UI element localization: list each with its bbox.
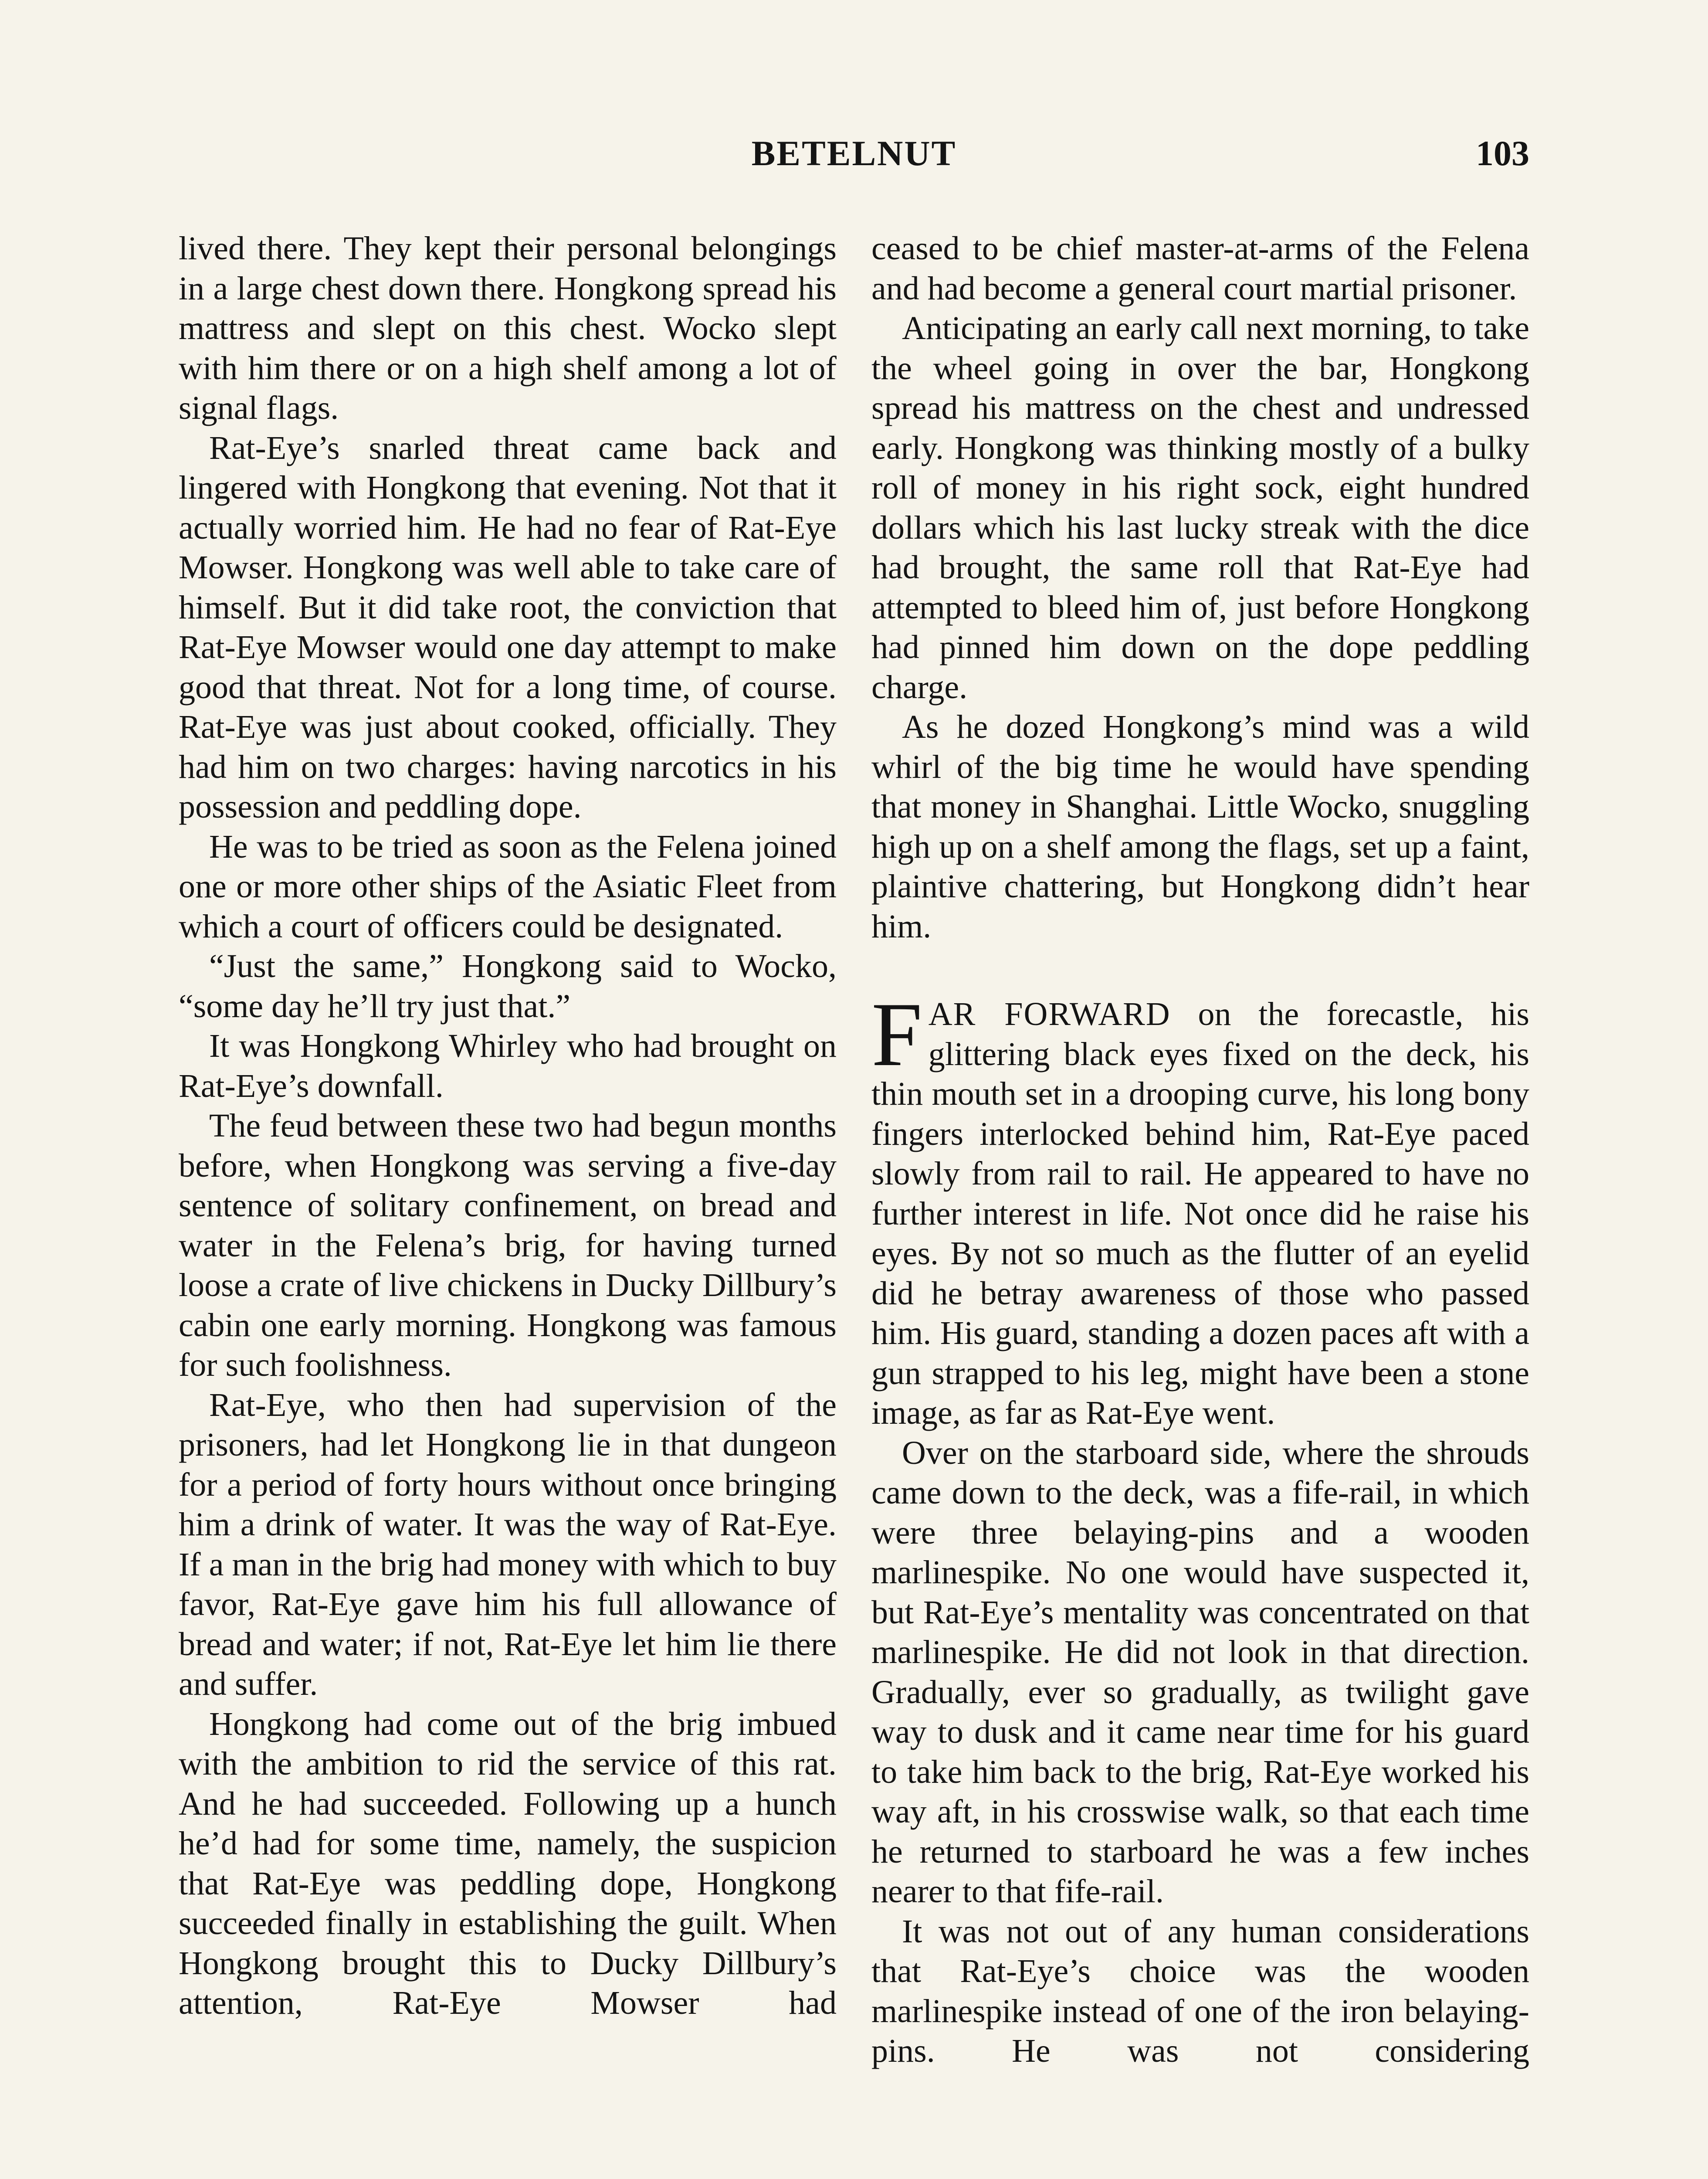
- lead-in: AR FORWARD: [928, 996, 1171, 1032]
- text-columns: [179, 229, 1529, 2071]
- left-column: [179, 229, 837, 2071]
- drop-cap: F: [871, 984, 922, 1085]
- paragraph: It was Hongkong Whirley who had brought on Rat-Eye’s downfall.: [179, 1028, 837, 1104]
- page-number: 103: [1476, 133, 1529, 173]
- page-header: [179, 133, 1529, 190]
- opening-text: on the forecastle, his glittering black eyes fixed on the deck, his thin mouth set in a drooping curve, his long bony fingers interlocked behind him, Rat-Eye paced slowly from rail to rail. He appeared to have no further interest in life. Not once did he raise his eyes. By not so much as the flutter of an eyelid did he betray awareness of those who passed him. His guard, standing a dozen paces aft with a gun strapped to his leg, might have been a stone image, as far as Rat-Eye went.: [871, 996, 1529, 1431]
- paragraph: It was not out of any human considerations that Rat-Eye’s choice was the wooden marlinespike instead of one of the iron belaying-pins. He was not considering: [871, 1913, 1529, 2069]
- paragraph: As he dozed Hongkong’s mind was a wild whirl of the big time he would have spending that money in Shanghai. Little Wocko, snuggling high up on a shelf among the flags, set up a faint, plaintive chattering, but Hongkong didn’t hear him.: [871, 709, 1529, 945]
- paragraph: Hongkong had come out of the brig imbued with the ambition to rid the service of this rat. And he had succeeded. Following up a hunch he’d had for some time, namely, the suspicion that Rat-Eye was peddling dope, Hongkong succeeded finally in establishing the guilt. When Hongkong brought this to Ducky Dillbury’s attention, Rat-Eye Mowser had: [179, 1705, 837, 2021]
- section-opening-paragraph: [871, 984, 1529, 1433]
- paragraph: Over on the starboard side, where the shrouds came down to the deck, was a fife-rail, in which were three belaying-pins and a wooden marlinespike. No one would have suspected it, but Rat-Eye’s mentality was concentrated on that marlinespike. He did not look in that direction. Gradually, ever so gradually, as twilight gave way to dusk and it came near time for his guard to take him back to the brig, Rat-Eye worked his way aft, in his crosswise walk, so that each time he returned to starboard he was a few inches nearer to that fife-rail.: [871, 1434, 1529, 1910]
- paragraph: The feud between these two had begun months before, when Hongkong was serving a five-day sentence of solitary confinement, on bread and water in the Felena’s brig, for having turned loose a crate of live chickens in Ducky Dillbury’s cabin one early morning. Hongkong was famous for such foolishness.: [179, 1107, 837, 1383]
- paragraph: lived there. They kept their personal belongings in a large chest down there. Hongkong spread his mattress and slept on this chest. Wocko slept with him there or on a high shelf among a lot of signal flags.: [179, 230, 837, 426]
- paragraph: He was to be tried as soon as the Felena joined one or more other ships of the Asiatic Fleet from which a court of officers could be designated.: [179, 828, 837, 945]
- section-break: [871, 947, 1529, 994]
- running-title: BETELNUT: [751, 133, 957, 173]
- paragraph: Anticipating an early call next morning, to take the wheel going in over the bar, Hongkong spread his mattress on the chest and undressed early. Hongkong was thinking mostly of a bulky roll of money in his right sock, eight hundred dollars which his last lucky streak with the dice had brought, the same roll that Rat-Eye had attempted to bleed him of, just before Hongkong had pinned him down on the dope peddling charge.: [871, 310, 1529, 706]
- paragraph: ceased to be chief master-at-arms of the Felena and had become a general court martial prisoner.: [871, 230, 1529, 307]
- right-column: [871, 229, 1529, 2071]
- paragraph: Rat-Eye’s snarled threat came back and lingered with Hongkong that evening. Not that it actually worried him. He had no fear of Rat-Eye Mowser. Hongkong was well able to take care of himself. But it did take root, the conviction that Rat-Eye Mowser would one day attempt to make good that threat. Not for a long time, of course. Rat-Eye was just about cooked, officially. They had him on two charges: having narcotics in his possession and peddling dope.: [179, 429, 837, 825]
- paragraph: Rat-Eye, who then had supervision of the prisoners, had let Hongkong lie in that dungeon for a period of forty hours without once bringing him a drink of water. It was the way of Rat-Eye. If a man in the brig had money with which to buy favor, Rat-Eye gave him his full allowance of bread and water; if not, Rat-Eye let him lie there and suffer.: [179, 1386, 837, 1702]
- paragraph: “Just the same,” Hongkong said to Wocko, “some day he’ll try just that.”: [179, 948, 837, 1025]
